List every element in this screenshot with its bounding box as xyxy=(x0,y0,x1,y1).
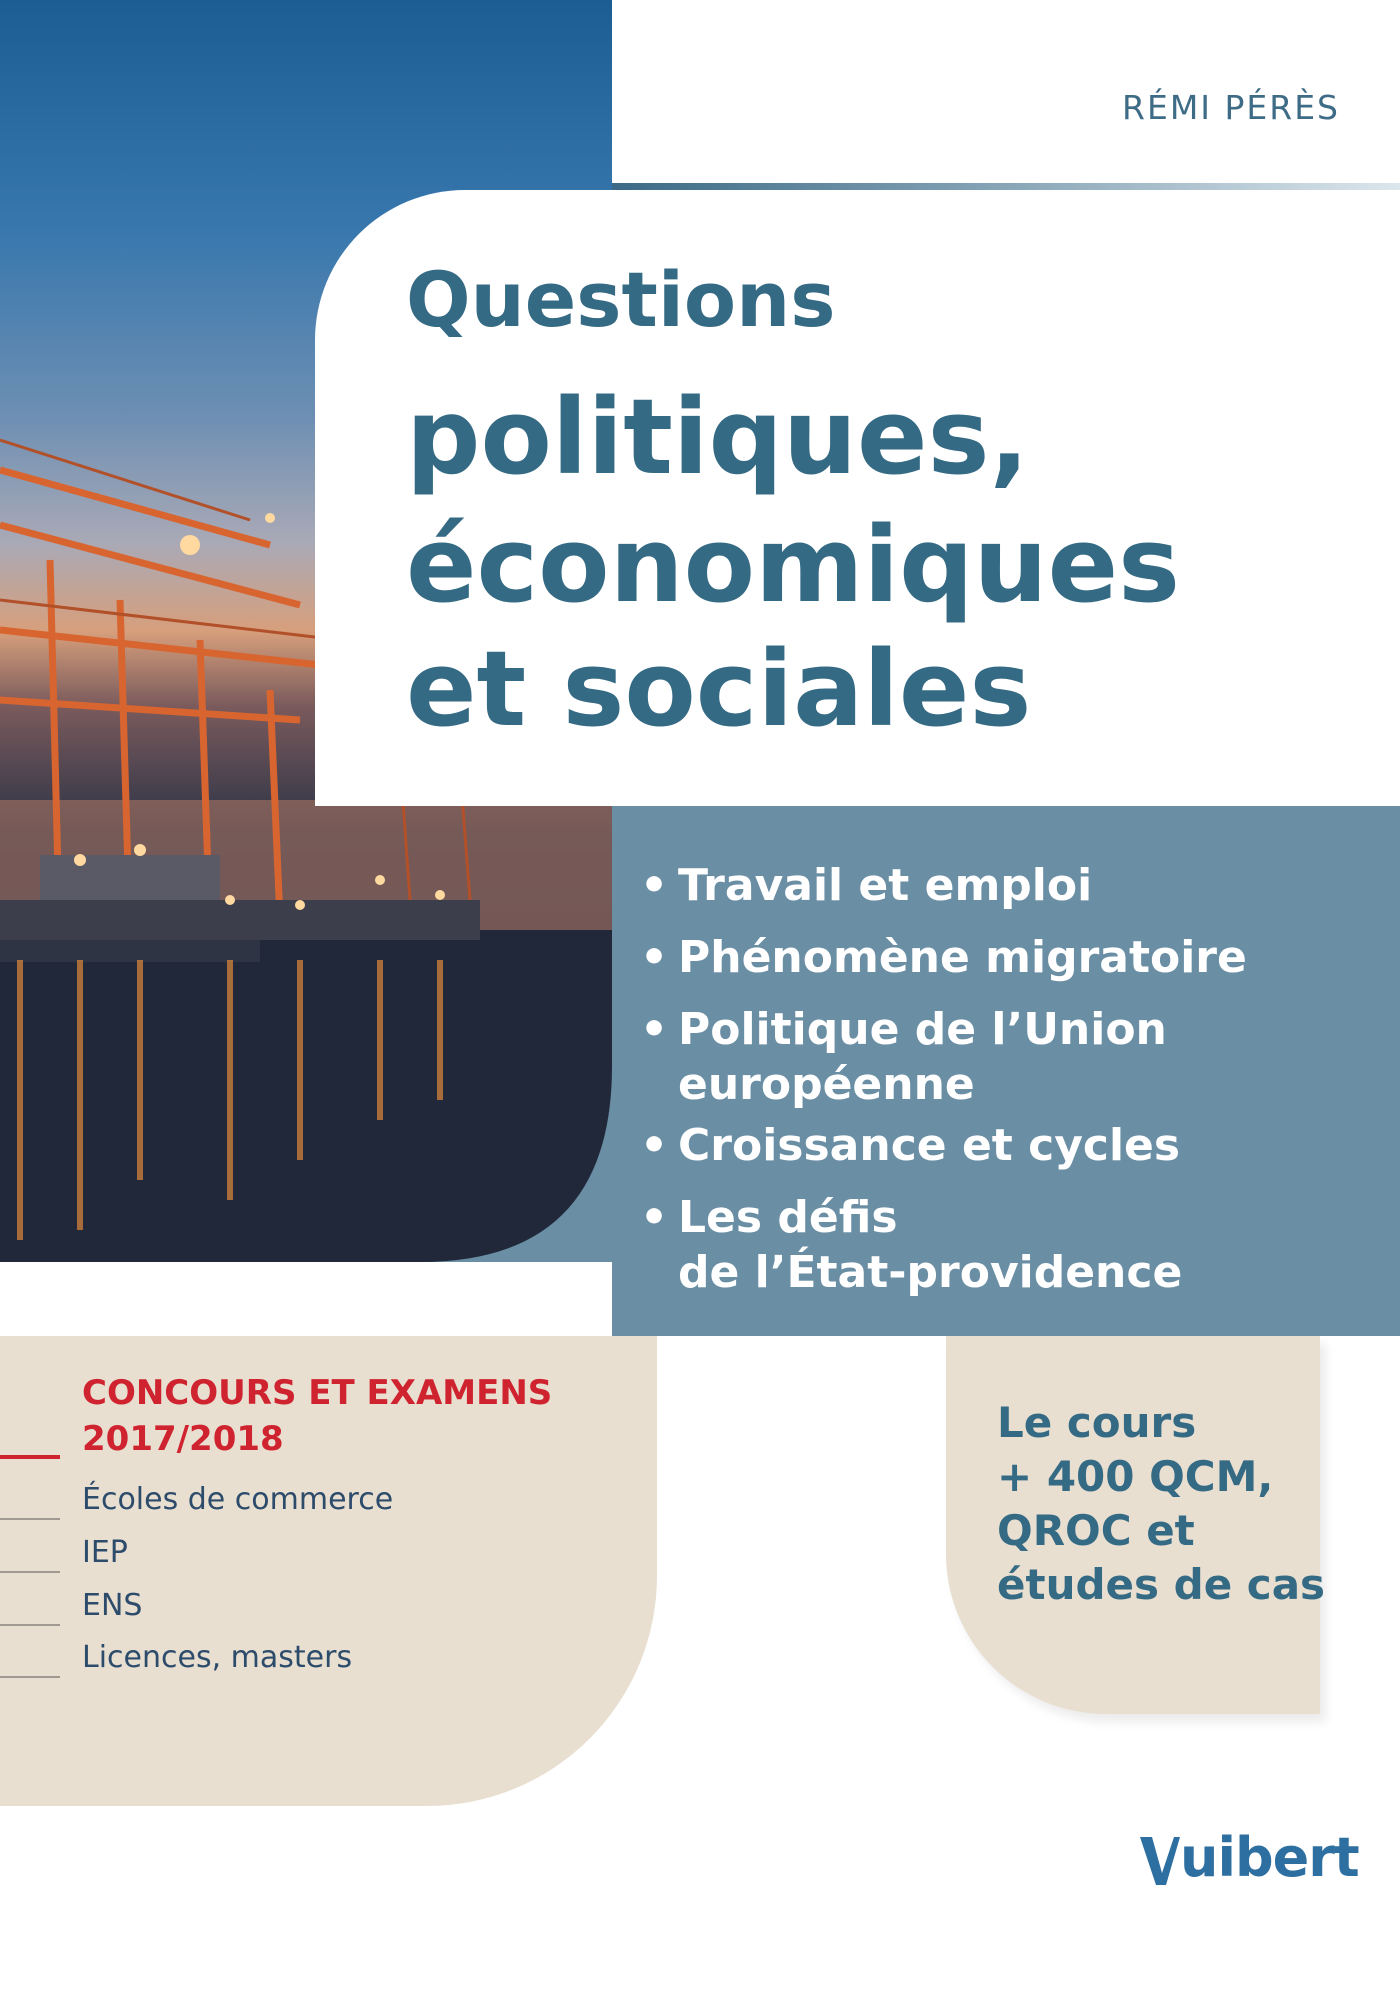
exams-heading-line-1: CONCOURS ET EXAMENS xyxy=(82,1373,553,1413)
topic-label: Politique de l’Union xyxy=(678,1004,1167,1055)
exam-level-rule xyxy=(0,1518,60,1520)
exam-level-item: Écoles de commerce xyxy=(82,1482,394,1517)
title-line-1: Questions xyxy=(406,255,836,344)
bullet-icon: • xyxy=(640,932,669,983)
publisher-logo-text: uibert xyxy=(1180,1826,1359,1889)
exam-level-rule xyxy=(0,1676,60,1678)
exam-level-rule xyxy=(0,1571,60,1573)
course-line-3: QROC et xyxy=(997,1506,1195,1555)
exam-level-rule xyxy=(0,1624,60,1626)
exams-red-rule xyxy=(0,1455,60,1459)
topic-item xyxy=(640,1002,1167,1112)
bullet-icon: • xyxy=(640,1192,669,1243)
topic-label: Les défis xyxy=(678,1192,898,1243)
exams-heading xyxy=(82,1370,552,1462)
topic-item xyxy=(640,1190,1182,1300)
exam-level-item: ENS xyxy=(82,1588,143,1623)
course-line-4: études de cas xyxy=(997,1560,1326,1609)
bullet-icon: • xyxy=(640,1004,669,1055)
topic-item xyxy=(640,858,1092,913)
exams-heading-line-2: 2017/2018 xyxy=(82,1419,284,1459)
topic-label: Travail et emploi xyxy=(678,860,1093,911)
title-line-3: économiques xyxy=(406,504,1181,626)
topic-label-continued: de l’État-providence xyxy=(678,1247,1183,1298)
course-description xyxy=(997,1396,1325,1612)
bullet-icon: • xyxy=(640,860,669,911)
publisher-logo-v-mark xyxy=(1140,1833,1180,1889)
exam-level-item: Licences, masters xyxy=(82,1640,353,1675)
title-line-2: politiques, xyxy=(406,376,1029,498)
course-line-2: + 400 QCM, xyxy=(997,1452,1274,1501)
bullet-icon: • xyxy=(640,1120,669,1171)
topic-label: Croissance et cycles xyxy=(678,1120,1181,1171)
title-line-4: et sociales xyxy=(406,628,1032,750)
course-line-1: Le cours xyxy=(997,1398,1197,1447)
topic-label-continued: européenne xyxy=(678,1059,975,1110)
topic-label: Phénomène migratoire xyxy=(678,932,1247,983)
exam-level-item: IEP xyxy=(82,1535,128,1570)
topic-item xyxy=(640,1118,1180,1173)
topics-panel-curve xyxy=(0,806,612,1262)
topic-item xyxy=(640,930,1247,985)
author-name: RÉMI PÉRÈS xyxy=(1122,88,1340,127)
publisher-logo xyxy=(1140,1826,1359,1889)
